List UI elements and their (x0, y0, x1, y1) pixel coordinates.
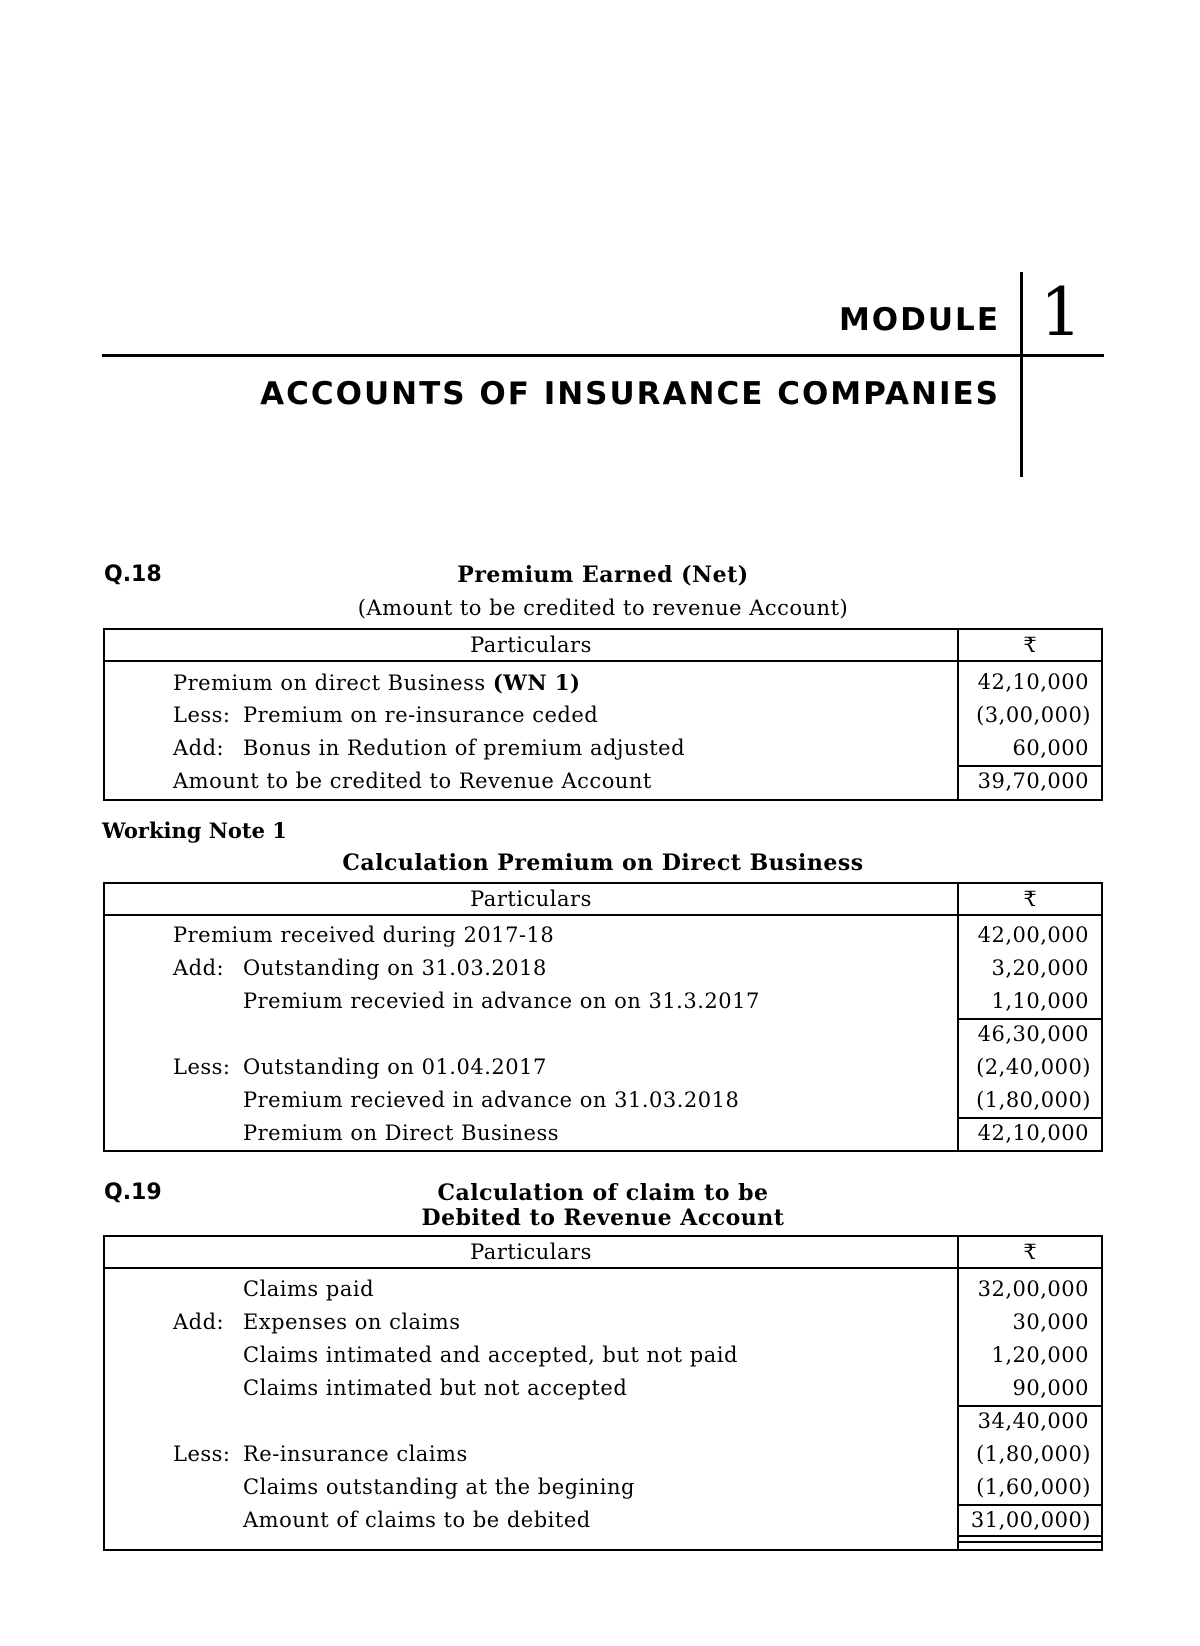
table-row (105, 1306, 1101, 1339)
header-vertical-rule (1020, 272, 1023, 477)
table-row (105, 666, 1101, 699)
row-amount: 42,10,000 (977, 1121, 1089, 1145)
q19-title-line1: Calculation of claim to be (437, 1180, 769, 1206)
table-header (105, 884, 1101, 916)
rupee-icon: ₹ (1023, 887, 1037, 911)
table-row (105, 1438, 1101, 1471)
q18-subtitle: (Amount to be credited to revenue Account) (357, 596, 849, 620)
table-header (105, 1237, 1101, 1269)
row-amount: 3,20,000 (991, 956, 1089, 980)
row-prefix: Add: (173, 736, 225, 760)
row-text: Premium recieved in advance on 31.03.2018 (243, 1088, 740, 1112)
wn1-table (103, 882, 1103, 1152)
subtotal-rule (959, 765, 1101, 767)
row-amount: 39,70,000 (977, 769, 1089, 793)
row-amount: (3,00,000) (976, 703, 1091, 727)
row-text: Premium on direct Business (WN 1) (173, 670, 581, 695)
row-text: Premium received during 2017-18 (173, 923, 555, 947)
q18-title: Premium Earned (Net) (457, 562, 749, 588)
row-text: Claims intimated but not accepted (243, 1376, 628, 1400)
row-amount: 32,00,000 (977, 1277, 1089, 1301)
table-row (105, 952, 1101, 985)
table-row (105, 732, 1101, 765)
row-text: Outstanding on 01.04.2017 (243, 1055, 547, 1079)
row-text: Outstanding on 31.03.2018 (243, 956, 547, 980)
row-amount: 46,30,000 (977, 1022, 1089, 1046)
row-text: Claims outstanding at the begining (243, 1475, 635, 1499)
table-row-subtotal (105, 1405, 1101, 1438)
q19-table (103, 1235, 1103, 1551)
row-amount: (1,60,000) (976, 1475, 1091, 1499)
table-row-total (105, 765, 1101, 798)
table-row-subtotal (105, 1018, 1101, 1051)
q19-title-line2: Debited to Revenue Account (421, 1205, 785, 1231)
row-text: Premium on Direct Business (243, 1121, 560, 1145)
table-row (105, 1372, 1101, 1405)
subtotal-rule (959, 1504, 1101, 1506)
row-prefix: Add: (173, 956, 225, 980)
module-number: 1 (1040, 274, 1082, 351)
table-header (105, 630, 1101, 662)
subtotal-rule (959, 1018, 1101, 1020)
table-row (105, 1471, 1101, 1504)
table-row (105, 1273, 1101, 1306)
row-amount: 42,00,000 (977, 923, 1089, 947)
row-text: Premium recevied in advance on on 31.3.2017 (243, 989, 760, 1013)
double-underline-top (959, 1535, 1101, 1537)
row-text: Bonus in Redution of premium adjusted (243, 736, 686, 760)
rupee-icon: ₹ (1023, 1240, 1037, 1264)
row-amount: 1,20,000 (991, 1343, 1089, 1367)
row-text: Premium on re-insurance ceded (243, 703, 599, 727)
row-text: Claims intimated and accepted, but not paid (243, 1343, 738, 1367)
row-text: Claims paid (243, 1277, 375, 1301)
row-amount: (1,80,000) (976, 1442, 1091, 1466)
subtotal-rule (959, 1117, 1101, 1119)
header-particulars: Particulars (470, 887, 592, 911)
row-amount: (1,80,000) (976, 1088, 1091, 1112)
row-amount: (2,40,000) (976, 1055, 1091, 1079)
row-amount: 34,40,000 (977, 1409, 1089, 1433)
q18-table (103, 628, 1103, 801)
table-row-total (105, 1117, 1101, 1150)
row-prefix: Add: (173, 1310, 225, 1334)
table-row (105, 1084, 1101, 1117)
row-text: Amount of claims to be debited (243, 1508, 591, 1532)
table-row (105, 699, 1101, 732)
question-label-q18: Q.18 (104, 562, 162, 587)
table-row (105, 1339, 1101, 1372)
double-underline-bottom (959, 1541, 1101, 1543)
working-note-label: Working Note 1 (102, 818, 287, 843)
row-prefix: Less: (173, 703, 231, 727)
row-amount: 30,000 (1012, 1310, 1089, 1334)
row-text: Re-insurance claims (243, 1442, 468, 1466)
row-amount: 42,10,000 (977, 670, 1089, 694)
table-row (105, 985, 1101, 1018)
subtotal-rule (959, 1405, 1101, 1407)
row-text: Amount to be credited to Revenue Account (173, 769, 652, 793)
header-particulars: Particulars (470, 1240, 592, 1264)
row-prefix: Less: (173, 1055, 231, 1079)
row-amount: 31,00,000) (970, 1508, 1091, 1532)
question-label-q19: Q.19 (104, 1180, 162, 1205)
rupee-icon: ₹ (1023, 633, 1037, 657)
header-horizontal-rule (102, 354, 1104, 357)
wn1-title: Calculation Premium on Direct Business (342, 850, 864, 876)
chapter-title: ACCOUNTS OF INSURANCE COMPANIES (260, 376, 1000, 412)
table-row (105, 1051, 1101, 1084)
row-amount: 1,10,000 (991, 989, 1089, 1013)
table-row-total (105, 1504, 1101, 1537)
table-row (105, 919, 1101, 952)
module-label: MODULE (838, 302, 1000, 338)
row-amount: 60,000 (1012, 736, 1089, 760)
row-text: Expenses on claims (243, 1310, 461, 1334)
row-prefix: Less: (173, 1442, 231, 1466)
row-amount: 90,000 (1012, 1376, 1089, 1400)
header-particulars: Particulars (470, 633, 592, 657)
